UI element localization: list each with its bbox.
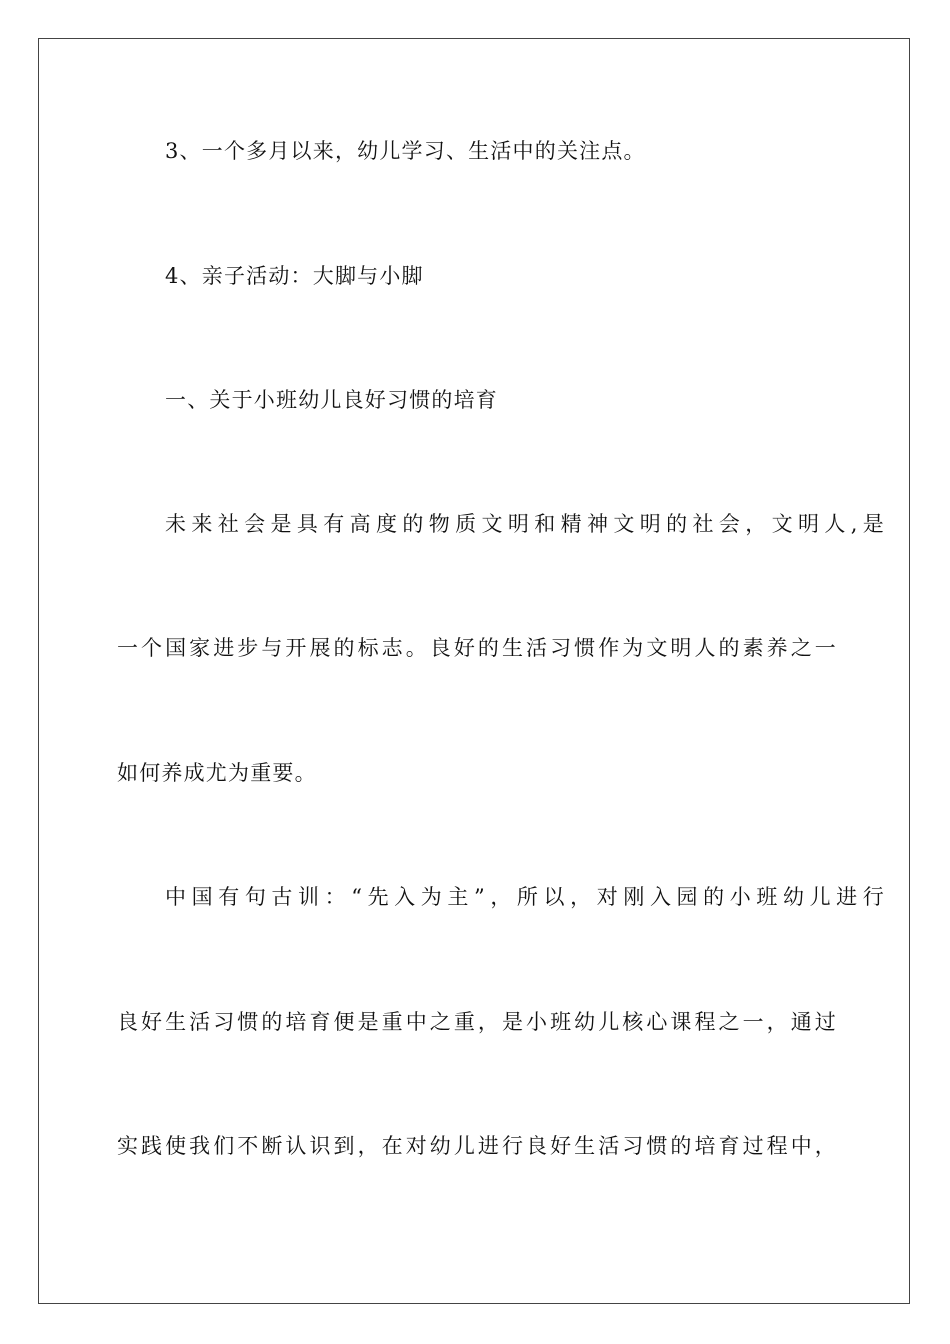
paragraph-1-line-3: 如何养成尤为重要。 bbox=[117, 761, 317, 785]
list-item-3: 3、一个多月以来，幼儿学习、生活中的关注点。 bbox=[165, 139, 646, 163]
section-heading: 一、关于小班幼儿良好习惯的培育 bbox=[165, 388, 498, 412]
paragraph-2-line-1: 中国有句古训：“先入为主”，所以，对刚入园的小班幼儿进行 bbox=[165, 885, 885, 909]
paragraph-1-line-1: 未来社会是具有高度的物质文明和精神文明的社会，文明人,是 bbox=[165, 512, 885, 536]
paragraph-2-line-2: 良好生活习惯的培育便是重中之重，是小班幼儿核心课程之一，通过 bbox=[117, 1010, 837, 1034]
list-item-4: 4、亲子活动：大脚与小脚 bbox=[165, 264, 424, 288]
page-border bbox=[38, 38, 910, 1304]
paragraph-1-line-2: 一个国家进步与开展的标志。良好的生活习惯作为文明人的素养之一 bbox=[117, 636, 837, 660]
paragraph-2-line-3: 实践使我们不断认识到，在对幼儿进行良好生活习惯的培育过程中， bbox=[117, 1134, 837, 1158]
